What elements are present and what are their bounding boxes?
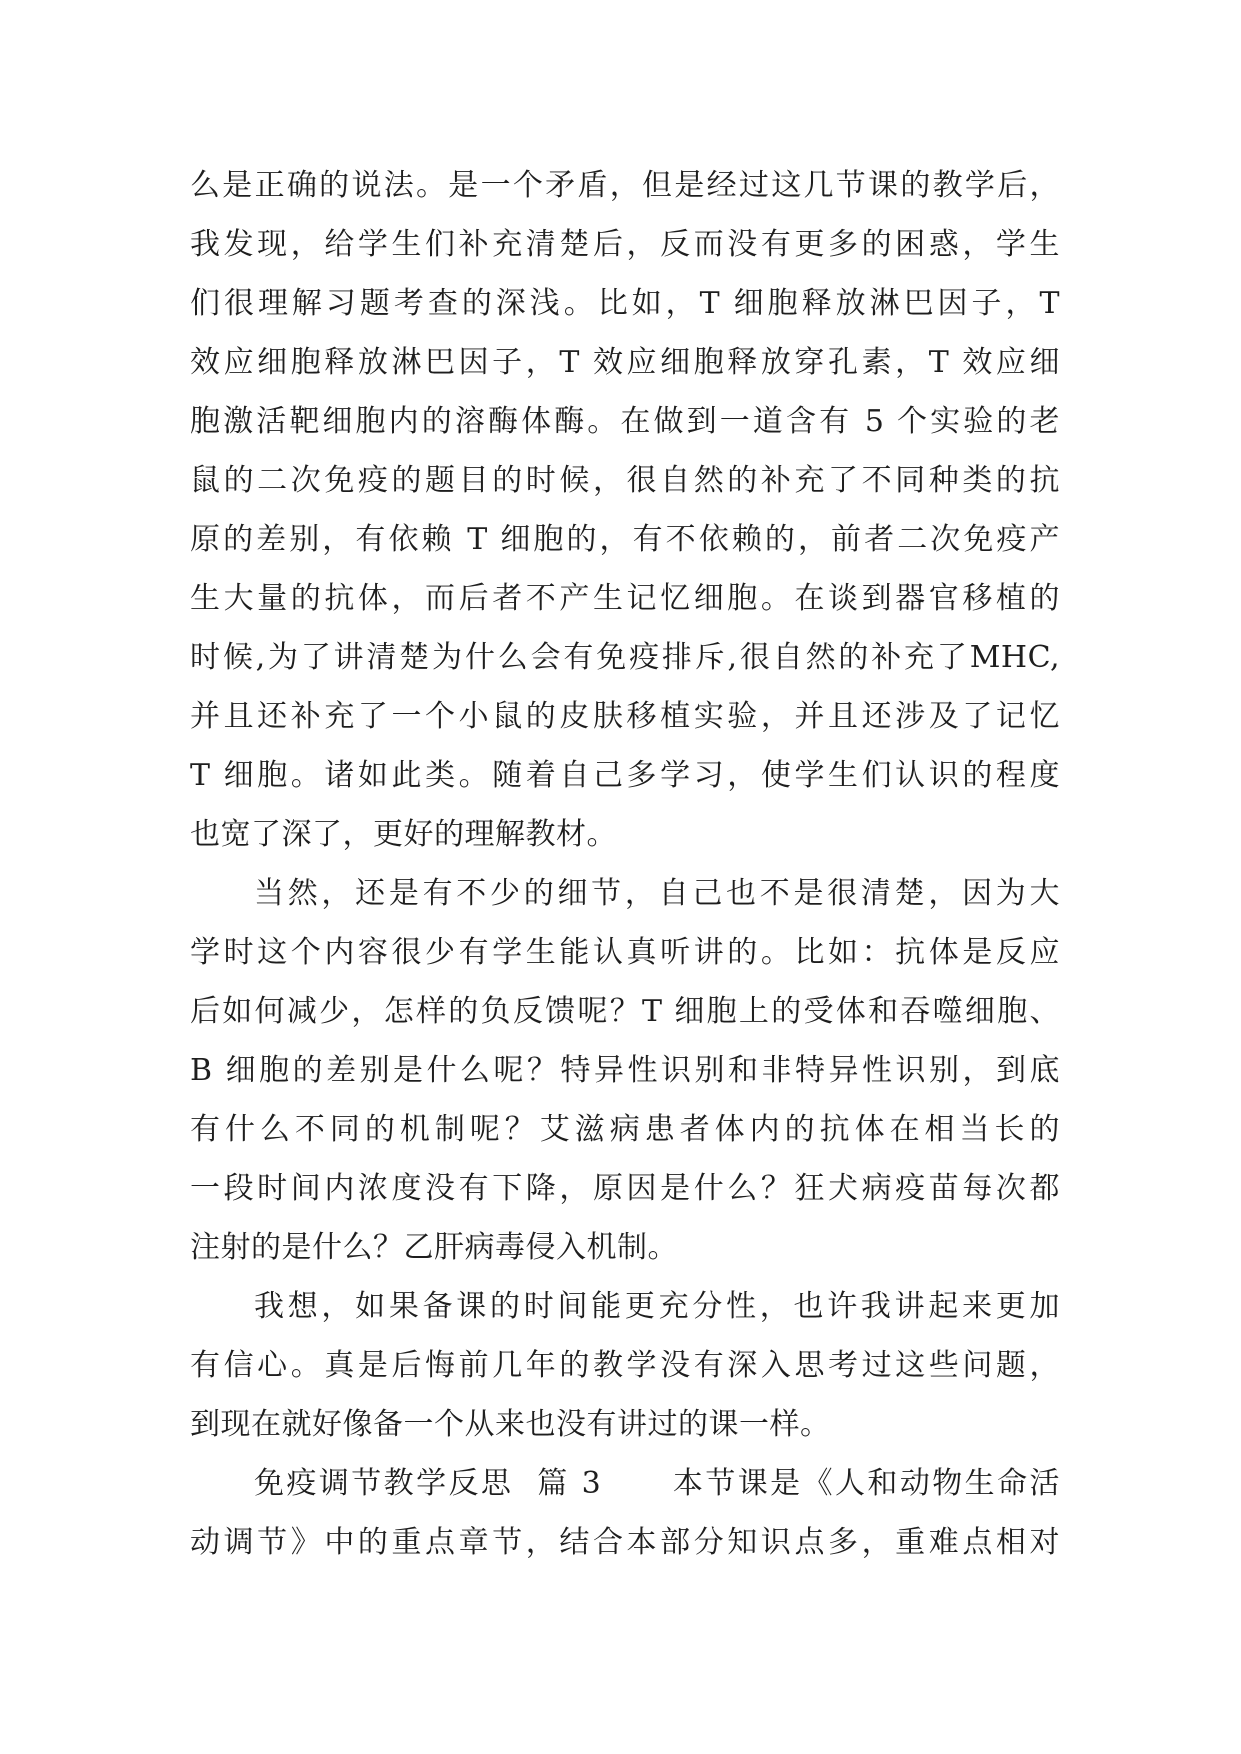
text-line: 注射的是什么？乙肝病毒侵入机制。 bbox=[190, 1230, 678, 1265]
text-line: T 细胞。诸如此类。随着自己多学习，使学生们认识的程度 bbox=[190, 758, 1060, 793]
text-line: 并且还补充了一个小鼠的皮肤移植实验，并且还涉及了记忆 bbox=[190, 699, 1060, 734]
text-line: 学时这个内容很少有学生能认真听讲的。比如：抗体是反应 bbox=[190, 935, 1060, 970]
text-line: 效应细胞释放淋巴因子，T 效应细胞释放穿孔素，T 效应细 bbox=[190, 345, 1060, 380]
text-line: 也宽了深了，更好的理解教材。 bbox=[190, 817, 617, 852]
text-line: 鼠的二次免疫的题目的时候，很自然的补充了不同种类的抗 bbox=[190, 463, 1060, 498]
text-line: 胞激活靶细胞内的溶酶体酶。在做到一道含有 5 个实验的老 bbox=[190, 404, 1060, 439]
text-line: 有信心。真是后悔前几年的教学没有深入思考过这些问题， bbox=[190, 1348, 1060, 1383]
text-line: 后如何减少，怎样的负反馈呢？T 细胞上的受体和吞噬细胞、 bbox=[190, 994, 1060, 1029]
paragraph-1 bbox=[190, 156, 1060, 864]
paragraph-2 bbox=[190, 864, 1060, 1277]
paragraph-3 bbox=[190, 1277, 1060, 1454]
text-line: 有什么不同的机制呢？艾滋病患者体内的抗体在相当长的 bbox=[190, 1112, 1060, 1147]
text-line: 我想，如果备课的时间能更充分性，也许我讲起来更加 bbox=[254, 1289, 1060, 1324]
text-line: 免疫调节教学反思 篇 3 本节课是《人和动物生命活 bbox=[254, 1466, 1060, 1501]
text-line: 我发现，给学生们补充清楚后，反而没有更多的困惑，学生 bbox=[190, 227, 1060, 262]
document-body bbox=[190, 156, 1060, 1572]
text-line: 原的差别，有依赖 T 细胞的，有不依赖的，前者二次免疫产 bbox=[190, 522, 1060, 557]
paragraph-4 bbox=[190, 1454, 1060, 1572]
text-line: 们很理解习题考查的深浅。比如，T 细胞释放淋巴因子，T bbox=[190, 286, 1060, 321]
text-line: 一段时间内浓度没有下降，原因是什么？狂犬病疫苗每次都 bbox=[190, 1171, 1060, 1206]
text-line: B 细胞的差别是什么呢？特异性识别和非特异性识别，到底 bbox=[190, 1053, 1060, 1088]
text-line: 生大量的抗体，而后者不产生记忆细胞。在谈到器官移植的 bbox=[190, 581, 1060, 616]
text-line: 当然，还是有不少的细节，自己也不是很清楚，因为大 bbox=[254, 876, 1060, 911]
text-line: 到现在就好像备一个从来也没有讲过的课一样。 bbox=[190, 1407, 831, 1442]
text-line: 么是正确的说法。是一个矛盾，但是经过这几节课的教学后， bbox=[190, 168, 1060, 203]
text-line: 动调节》中的重点章节，结合本部分知识点多，重难点相对 bbox=[190, 1525, 1060, 1560]
text-line: 时候,为了讲清楚为什么会有免疫排斥,很自然的补充了MHC, bbox=[190, 640, 1060, 675]
